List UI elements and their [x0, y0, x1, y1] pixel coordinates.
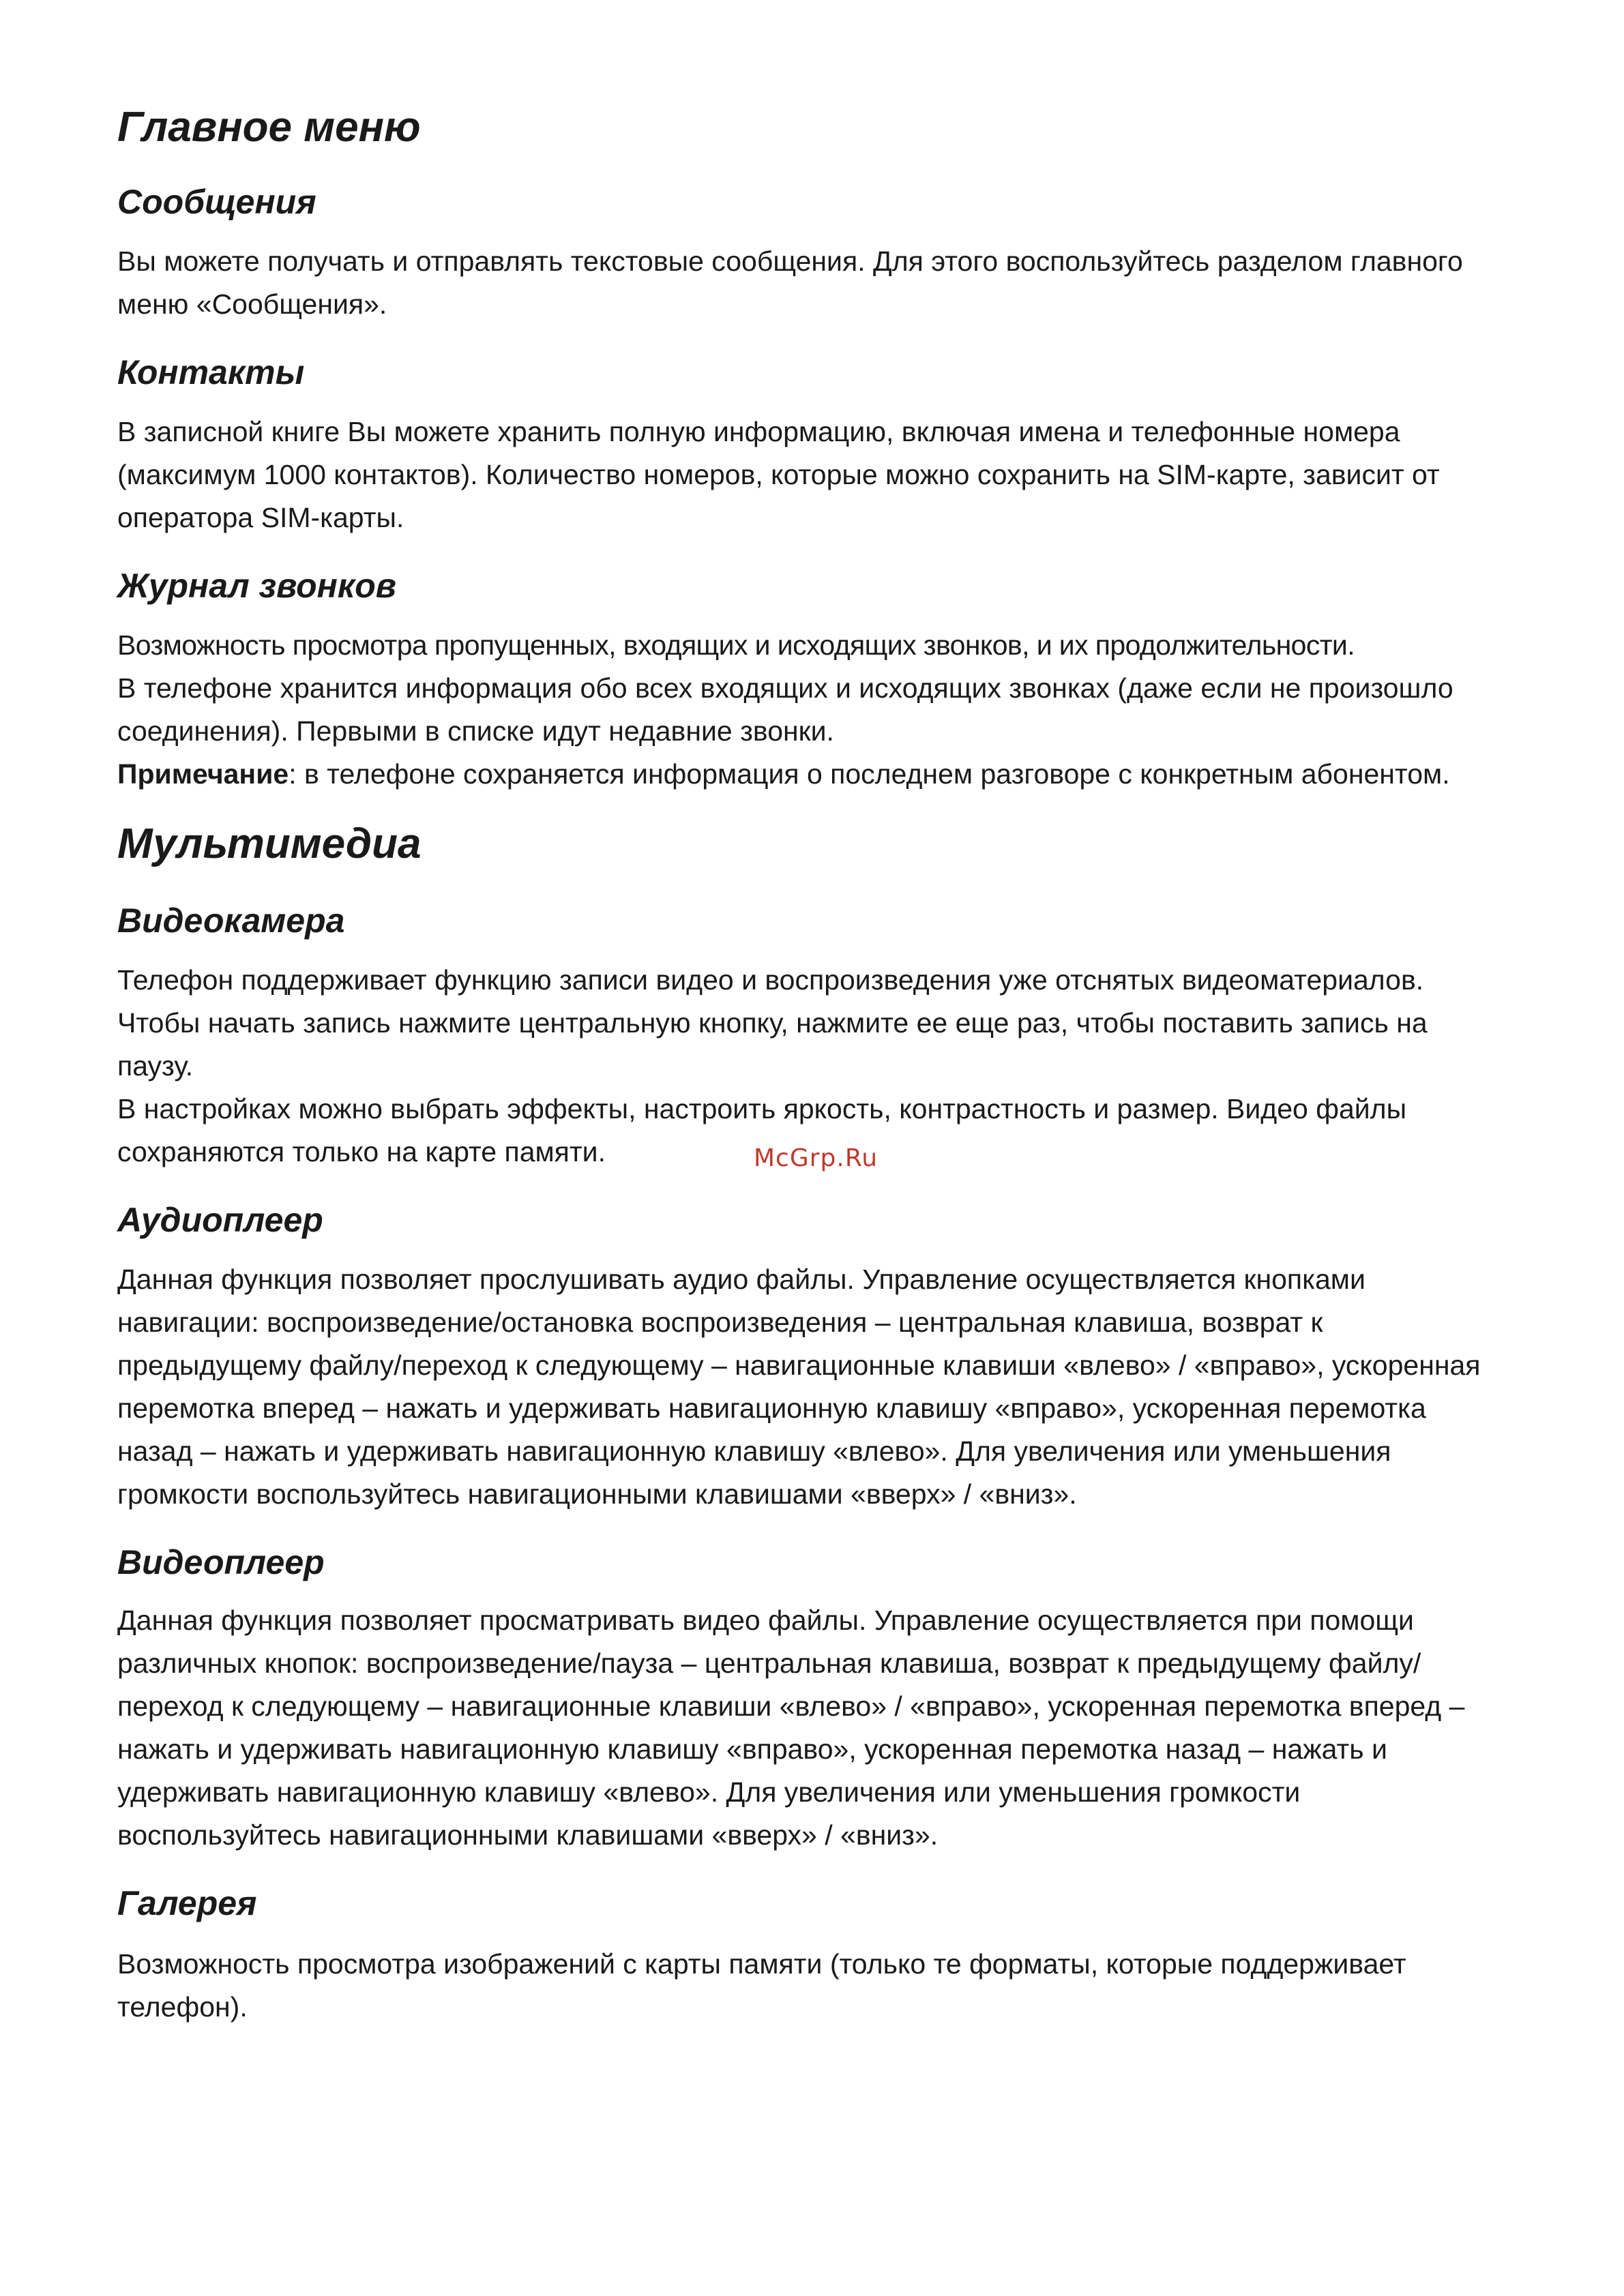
gallery-heading: Галерея — [117, 1883, 257, 1922]
call-log-heading: Журнал звонков — [117, 567, 396, 606]
contacts-heading: Контакты — [117, 353, 305, 392]
note-text: : в телефоне сохраняется информация о последнем разговоре с конкретным абонентом. — [289, 758, 1450, 790]
call-log-line2: В телефоне хранится информация обо всех входящих и исходящих звонках (даже если не произошло соединения). Первыми в списке идут недавние звонки. — [117, 672, 1453, 747]
contacts-text: В записной книге Вы можете хранить полную информацию, включая имена и телефонные номера (максимум 1000 контактов). Количество номеров, которые можно сохранить на SIM-карте, зависит от оператора SIM-карты. — [117, 416, 1440, 534]
main-menu-title: Главное меню — [117, 104, 421, 151]
camcorder-heading: Видеокамера — [117, 901, 345, 940]
camcorder-line2: В настройках можно выбрать эффекты, настроить яркость, контрастность и размер. Видео файлы сохраняются только на карте памяти. — [117, 1092, 1407, 1167]
watermark: McGrp.Ru — [754, 1144, 879, 1172]
video-player-heading: Видеоплеер — [117, 1542, 325, 1581]
audio-player-heading: Аудиоплеер — [117, 1200, 323, 1239]
camcorder-line1: Телефон поддерживает функцию записи видео и воспроизведения уже отснятых видеоматериалов. Чтобы начать запись нажмите центральную кнопку, нажмите ее еще раз, чтобы поставить запись на паузу. — [117, 964, 1428, 1082]
call-log-note — [117, 753, 1509, 796]
video-player-text: Данная функция позволяет просматривать видео файлы. Управление осуществляется при помощи различных кнопок: воспроизведение/пауза – центральная клавиша, возврат к предыдущему файлу/переход к следующему – навигационные клавиши «влево» / «вправо», ускоренная перемотка вперед – нажать и удерживать навигационную клавишу «вправо», ускоренная перемотка назад – нажать и удерживать навигационную клавишу «влево». Для увеличения или уменьшения громкости воспользуйтесь навигационными клавишами «вверх» / «вниз». — [117, 1604, 1465, 1851]
audio-player-text: Данная функция позволяет прослушивать аудио файлы. Управление осуществляется кнопками навигации: воспроизведение/остановка воспроизведения – центральная клавиша, возврат к предыдущему файлу/переход к следующему – навигационные клавиши «влево» / «вправо», ускоренная перемотка вперед – нажать и удерживать навигационную клавишу «вправо», ускоренная перемотка назад – нажать и удерживать навигационную клавишу «влево». Для увеличения или уменьшения громкости воспользуйтесь навигационными клавишами «вверх» / «вниз». — [117, 1263, 1481, 1510]
document-page — [117, 102, 1509, 2029]
multimedia-title: Мультимедиа — [117, 820, 422, 868]
messages-heading: Сообщения — [117, 183, 316, 222]
messages-text: Вы можете получать и отправлять текстовые сообщения. Для этого воспользуйтесь разделом главного меню «Сообщения». — [117, 245, 1463, 320]
call-log-line1: Возможность просмотра пропущенных, входящих и исходящих звонков, и их продолжительности. — [117, 629, 1355, 661]
note-label: Примечание — [117, 758, 289, 790]
gallery-text: Возможность просмотра изображений с карты памяти (только те форматы, которые поддерживает телефон). — [117, 1948, 1406, 2023]
